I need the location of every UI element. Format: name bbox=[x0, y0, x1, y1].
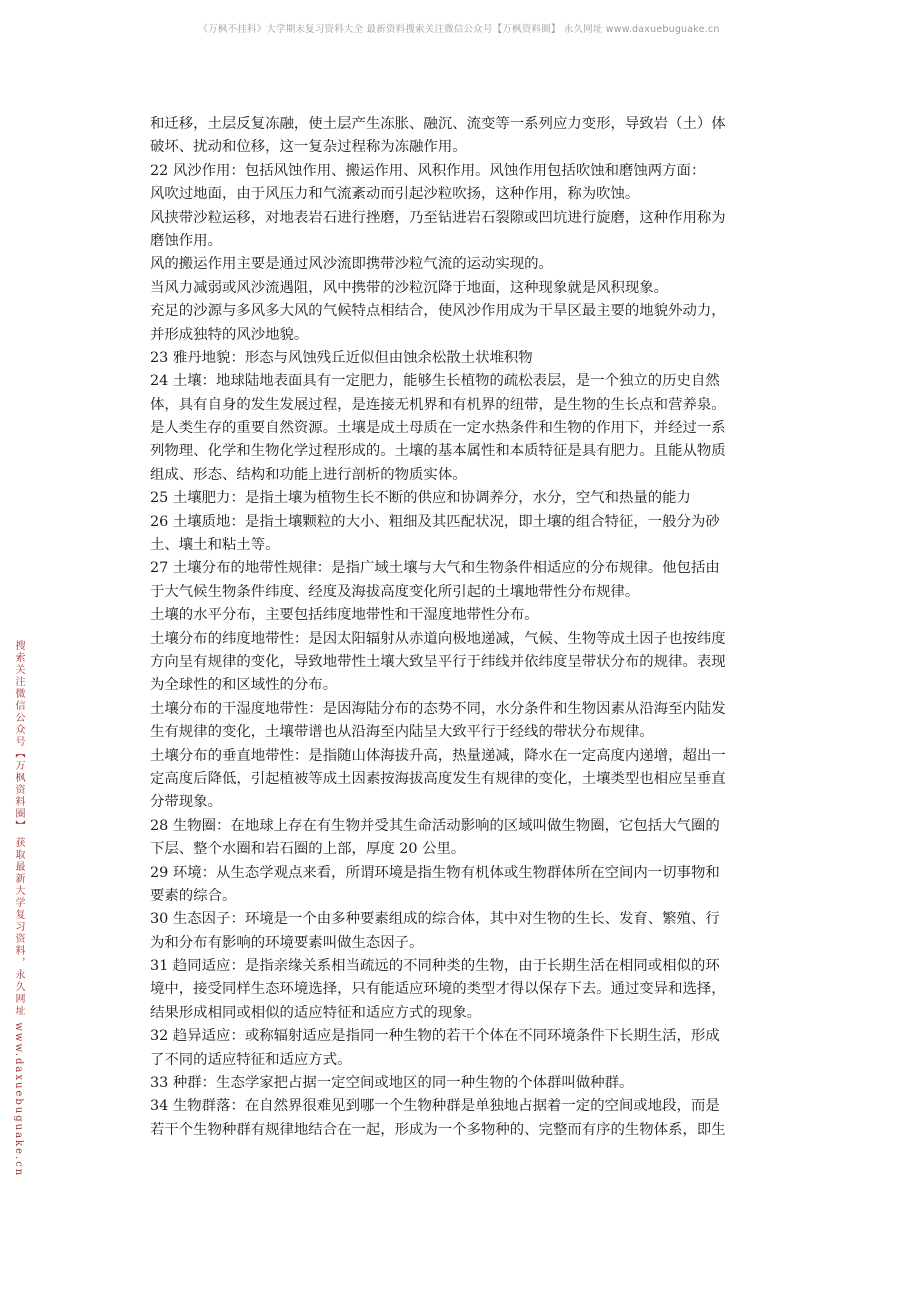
text-line: 23 雅丹地貌：形态与风蚀残丘近似但由蚀余松散土状堆积物 bbox=[150, 349, 533, 366]
text-line: 磨蚀作用。 bbox=[150, 232, 222, 249]
text-line: 方向呈有规律的变化，导致地带性土壤大致呈平行于纬线并依纬度呈带状分布的规律。表现 bbox=[150, 653, 726, 670]
document-body bbox=[150, 113, 782, 1142]
text-line: 破坏、扰动和位移，这一复杂过程称为冻融作用。 bbox=[150, 139, 467, 156]
text-line: 生有规律的变化，土壤带谱也从沿海至内陆呈大致平行于经线的带状分布规律。 bbox=[150, 724, 654, 741]
text-line: 22 风沙作用：包括风蚀作用、搬运作用、风积作用。风蚀作用包括吹蚀和磨蚀两方面： bbox=[150, 162, 706, 179]
text-line: 32 趋异适应：或称辐射适应是指同一种生物的若干个体在不同环境条件下长期生活，形成 bbox=[150, 1028, 720, 1045]
text-line: 若干个生物种群有规律地结合在一起，形成为一个多物种的、完整而有序的生物体系，即生 bbox=[150, 1121, 726, 1138]
text-line: 下层、整个水圈和岩石圈的上部，厚度 20 公里。 bbox=[150, 841, 466, 858]
text-line: 28 生物圈：在地球上存在有生物并受其生命活动影响的区域叫做生物圈，它包括大气圈的 bbox=[150, 817, 720, 834]
text-line: 和迁移，土层反复冻融，使土层产生冻胀、融沉、流变等一系列应力变形，导致岩（土）体 bbox=[150, 116, 726, 132]
text-line: 34 生物群落：在自然界很难见到哪一个生物种群是单独地占据着一定的空间或地段，而是 bbox=[150, 1098, 720, 1115]
text-line: 26 土壤质地：是指土壤颗粒的大小、粗细及其匹配状况，即土壤的组合特征，一般分为砂 bbox=[150, 513, 720, 530]
text-line: 分带现象。 bbox=[150, 794, 222, 811]
text-line: 土壤分布的干湿度地带性：是因海陆分布的态势不同，水分条件和生物因素从沿海至内陆发 bbox=[150, 700, 726, 717]
text-line: 是人类生存的重要自然资源。土壤是成土母质在一定水热条件和生物的作用下，并经过一系 bbox=[150, 420, 726, 437]
text-line: 要素的综合。 bbox=[150, 887, 237, 904]
text-line: 了不同的适应特征和适应方式。 bbox=[150, 1051, 352, 1068]
text-line: 风挟带沙粒运移，对地表岩石进行挫磨，乃至钻进岩石裂隙或凹坑进行旋磨，这种作用称为 bbox=[150, 209, 726, 226]
text-line: 体，具有自身的发生发展过程，是连接无机界和有机界的纽带，是生物的生长点和营养泉。 bbox=[150, 396, 726, 413]
text-line: 风的搬运作用主要是通过风沙流即携带沙粒气流的运动实现的。 bbox=[150, 256, 553, 273]
text-line: 并形成独特的风沙地貌。 bbox=[150, 326, 309, 343]
text-line: 风吹过地面，由于风压力和气流紊动而引起沙粒吹扬，这种作用，称为吹蚀。 bbox=[150, 186, 640, 203]
text-line: 24 土壤：地球陆地表面具有一定肥力，能够生长植物的疏松表层，是一个独立的历史自然 bbox=[150, 373, 720, 390]
text-line: 土、壤土和粘土等。 bbox=[150, 537, 280, 554]
text-line: 列物理、化学和生物化学过程形成的。土壤的基本属性和本质特征是具有肥力。且能从物质 bbox=[150, 443, 726, 460]
text-line: 定高度后降低，引起植被等成土因素按海拔高度发生有规律的变化，土壤类型也相应呈垂直 bbox=[150, 770, 726, 787]
text-line: 29 环境：从生态学观点来看，所谓环境是指生物有机体或生物群体所在空间内一切事物和 bbox=[150, 864, 720, 881]
text-line: 充足的沙源与多风多大风的气候特点相结合，使风沙作用成为干旱区最主要的地貌外动力， bbox=[150, 303, 726, 320]
text-line: 31 趋同适应：是指亲缘关系相当疏远的不同种类的生物，由于长期生活在相同或相似的环 bbox=[150, 958, 720, 975]
text-line: 结果形成相同或相似的适应特征和适应方式的现象。 bbox=[150, 1004, 481, 1021]
text-line: 土壤的水平分布，主要包括纬度地带性和干湿度地带性分布。 bbox=[150, 607, 539, 624]
text-line: 于大气候生物条件纬度、经度及海拔高度变化所引起的土壤地带性分布规律。 bbox=[150, 583, 640, 600]
text-line: 为和分布有影响的环境要素叫做生态因子。 bbox=[150, 934, 424, 951]
text-line: 为全球性的和区域性的分布。 bbox=[150, 677, 338, 694]
text-line: 境中，接受同样生态环境选择，只有能适应环境的类型才得以保存下去。通过变异和选择， bbox=[150, 981, 726, 998]
text-line: 组成、形态、结构和功能上进行剖析的物质实体。 bbox=[150, 466, 467, 483]
text-line: 土壤分布的纬度地带性：是因太阳辐射从赤道向极地递减，气候、生物等成土因子也按纬度 bbox=[150, 630, 726, 647]
page-header-watermark: 《万枫不挂科》大学期末复习资料大全 最新资料搜索关注微信公众号【万枫资料圈】 永久网址 www.daxuebuguake.cn bbox=[198, 24, 720, 35]
text-line: 25 土壤肥力：是指土壤为植物生长不断的供应和协调养分，水分，空气和热量的能力 bbox=[150, 490, 691, 507]
text-line: 30 生态因子：环境是一个由多种要素组成的综合体，其中对生物的生长、发育、繁殖、行 bbox=[150, 911, 720, 928]
text-line: 27 土壤分布的地带性规律：是指广域土壤与大气和生物条件相适应的分布规律。他包括由 bbox=[150, 560, 720, 577]
text-line: 土壤分布的垂直地带性：是指随山体海拔升高，热量递减，降水在一定高度内递增，超出一 bbox=[150, 747, 726, 764]
text-line: 当风力减弱或风沙流遇阻，风中携带的沙粒沉降于地面，这种现象就是风积现象。 bbox=[150, 279, 669, 296]
side-watermark: 搜索关注微信公众号【万枫资料圈】 获取最新大学复习资料，永久网址 www.daxuebuguake.cn bbox=[13, 640, 24, 1178]
text-line: 33 种群：生态学家把占据一定空间或地区的同一种生物的个体群叫做种群。 bbox=[150, 1075, 634, 1092]
